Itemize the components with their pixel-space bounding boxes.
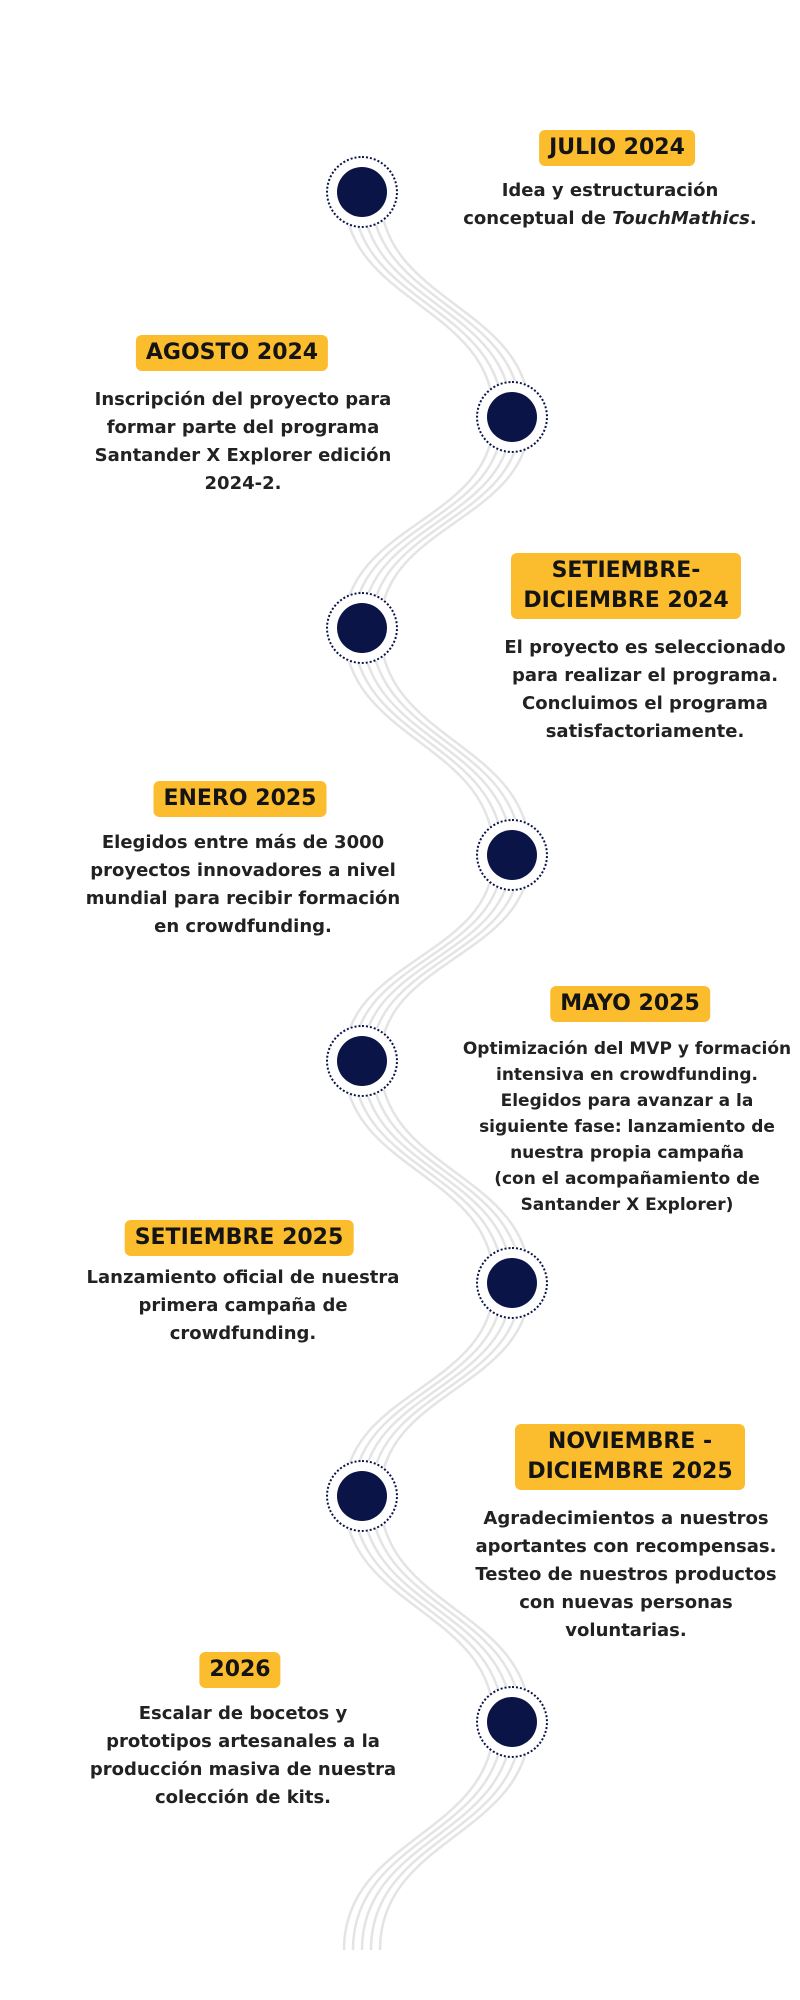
timeline-description: Elegidos entre más de 3000 proyectos innovadores a nivel mundial para recibir formación en crowdfunding.	[85, 832, 401, 937]
timeline-description: Agradecimientos a nuestros aportantes con recompensas. Testeo de nuestros productos con nuevas personas voluntarias.	[475, 1508, 777, 1641]
timeline-date-badge: ENERO 2025	[153, 781, 326, 817]
timeline-date-badge: AGOSTO 2024	[136, 335, 328, 371]
timeline-node-3	[326, 592, 398, 664]
timeline-node-4	[476, 819, 548, 891]
timeline-date-badge: 2026	[199, 1652, 280, 1688]
timeline-node-2	[476, 381, 548, 453]
timeline-node-6	[476, 1247, 548, 1319]
timeline-date-badge: SETIEMBRE- DICIEMBRE 2024	[511, 553, 741, 619]
timeline-description: El proyecto es seleccionado para realizar el programa. Concluimos el programa satisfactoriamente.	[504, 637, 786, 742]
timeline-node-7	[326, 1460, 398, 1532]
timeline-description: Optimización del MVP y formación intensiva en crowdfunding. Elegidos para avanzar a la siguiente fase: lanzamiento de nuestra propia campaña (con el acompañamiento de Santander X Explorer)	[462, 1039, 792, 1215]
timeline-description: Idea y estructuración conceptual de TouchMathics.	[463, 180, 757, 229]
timeline-node-8	[476, 1686, 548, 1758]
timeline-description: Lanzamiento oficial de nuestra primera campaña de crowdfunding.	[86, 1267, 400, 1344]
timeline-date-badge: NOVIEMBRE - DICIEMBRE 2025	[515, 1424, 745, 1490]
brand-name: TouchMathics	[612, 208, 750, 229]
timeline-date-badge: JULIO 2024	[539, 130, 695, 166]
timeline-description: Inscripción del proyecto para formar parte del programa Santander X Explorer edición 2024-2.	[94, 389, 392, 494]
timeline-description: Escalar de bocetos y prototipos artesanales a la producción masiva de nuestra colección de kits.	[89, 1703, 397, 1808]
timeline-date-badge: MAYO 2025	[550, 986, 710, 1022]
timeline-date-badge: SETIEMBRE 2025	[125, 1220, 354, 1256]
timeline-node-1	[326, 156, 398, 228]
timeline-node-5	[326, 1025, 398, 1097]
